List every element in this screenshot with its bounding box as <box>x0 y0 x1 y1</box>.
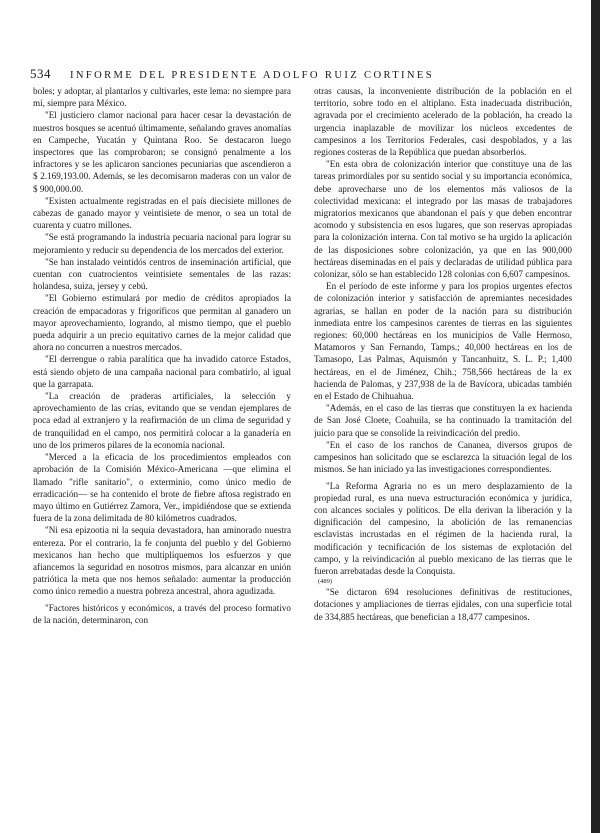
paragraph: "La creación de praderas artificiales, la selección y aprovechamiento de las crías, evitando que se vendan ejemplares de poca edad al extranjero y la reafirmación de un clima de seguridad y de tranquilidad en el campo, nos permitirá colocar a la ganadería en uno de los primeros pilares de la economía nacional. <box>33 391 291 450</box>
page-number: 534 <box>30 66 51 81</box>
paragraph: "Existen actualmente registradas en el país diecisiete millones de cabezas de ganado mayor y veintisiete de menor, o sea un total de cuarenta y cuatro millones. <box>33 195 291 231</box>
paragraph: "Factores históricos y económicos, a través del proceso formativo de la nación, determinaron, con <box>33 602 291 625</box>
right-column <box>314 85 572 820</box>
running-head: INFORME DEL PRESIDENTE ADOLFO RUIZ CORTINES <box>70 70 434 81</box>
paragraph: "La Reforma Agraria no es un mero desplazamiento de la propiedad rural, es una nueva estructuración económica y jurídica, con alcances sociales y políticos. De ella derivan la liberación y la dignificación del campesino, la abolición de las remanencias esclavistas incrustadas en el régimen de la hacienda rural, la modificación y tecnificación de los sistemas de explotación del campo, y la reivindicación al pueblo mexicano de las tierras que le fueron arrebatadas desde la Conquista. <box>314 480 572 576</box>
paragraph: En el período de este informe y para los propios urgentes efectos de colonización interior y satisfacción de apremiantes necesidades agrarias, se hallan en poder de la nación para su distribución inmediata entre los campesinos carentes de tierras en las siguientes regiones: 60,000 hectáreas en los municipios de Valle Hermoso, Matamoros y San Fernando, Tamps.; 40,000 hectáreas en los de Tamasopo, Las Palmas, Aquismón y Tancanhuitz, S. L. P.; 1,400 hectáreas, en el de Jiménez, Chih.; 758,566 hectáreas de la ex hacienda de Palomas, y 237,938 de la de Bavícora, ubicadas también en el Estado de Chihuahua. <box>314 281 572 402</box>
paragraph: "El justiciero clamor nacional para hacer cesar la devastación de nuestros bosques se acentuó últimamente, señalando graves anomalías en Campeche, Yucatán y Quintana Roo. Se destacaron luego inspectores que las comprobaron; se consignó penalmente a los infractores y se les aplicaron sanciones pecuniarias que ascendieron a $ 2.169,193.00. Además, se les decomisaron maderas con un valor de $ 900,000.00. <box>33 110 291 194</box>
paragraph: "Merced a la eficacia de los procedimientos empleados con aprobación de la Comisión México-Americana —que elimina el llamado "rifle sanitario", o exterminio, como único medio de erradicación— se ha contenido el brote de fiebre aftosa registrado en mayo último en Gutiérrez Zamora, Ver., impidiéndose que se extienda fuera de la zona delimitada de 80 kilómetros cuadrados. <box>33 452 291 524</box>
paragraph: "Ni esa epizootia ni la sequía devastadora, han aminorado nuestra entereza. Por el contrario, la fe conjunta del pueblo y del Gobierno mexicanos han hecho que multipliquemos los esfuerzos y que afiancemos la seguridad en nosotros mismos, para alcanzar en unión patriótica la meta que nos hemos señalado: aumentar la producción como único remedio a nuestra pobreza ancestral, ahora agudizada. <box>33 525 291 597</box>
paragraph: otras causas, la inconveniente distribución de la población en el territorio, sobre todo en el altiplano. Esta inadecuada distribución, agravada por el crecimiento acelerado de la población, ha creado la urgencia inaplazable de movilizar los núcleos excedentes de campesinos a los Territorios Federales, casi despoblados, y a las regiones costeras de la República que puedan absorberlos. <box>314 86 572 158</box>
paragraph: "Además, en el caso de las tierras que constituyen la ex hacienda de San José Cloete, Coahuila, se ha continuado la tramitación del juicio para que se consolide la reivindicación del predio. <box>314 403 572 438</box>
page-header <box>30 66 575 82</box>
footnote-ref: (489) <box>318 578 333 586</box>
paragraph: "El derrengue o rabia paralítica que ha invadido catorce Estados, está siendo objeto de una campaña nacional para combatirlo, al igual que la garrapata. <box>33 354 291 389</box>
paragraph: "Se han instalado veintidós centros de inseminación artificial, que cuentan con cuatrocientos veintisiete sementales de las razas: holandesa, suiza, jersey y cebú. <box>33 256 291 292</box>
paragraph: "En esta obra de colonización interior que constituye una de las tareas primordiales por su sentido social y su importancia económica, debe aprovecharse uno de los elementos más valiosos de la colectividad mexicana: el integrado por las masas de trabajadores migratorios mexicanos que abandonan el país y que deben encontrar acomodo y subsistencia en esos lugares, que son reservas apropiadas para la colonización interna. Con tal motivo se ha urgido la aplicación de las disposiciones sobre colonización, ya que en las 900,000 hectáreas diseminadas en el país y declaradas de utilidad pública para colonizar, sólo se han establecido 128 colonias con 6,607 campesinos. <box>314 159 572 280</box>
scan-edge <box>591 0 600 833</box>
paragraph: "Se dictaron 694 resoluciones definitivas de restituciones, dotaciones y ampliaciones de tierras ejidales, con una superficie total de 334,885 hectáreas, que benefician a 18,477 campesinos. <box>314 587 572 622</box>
paragraph: boles; y adoptar, al plantarlos y cultivarles, este lema: no siempre para mí, siempre para México. <box>33 86 291 109</box>
paragraph: "Se está programando la industria pecuaria nacional para lograr su mejoramiento y reducir su dependencia de los mercados del exterior. <box>33 232 291 255</box>
left-column <box>33 85 291 820</box>
paragraph: "El Gobierno estimulará por medio de créditos apropiados la creación de empacadoras y frigoríficos que permitan al ganadero un mayor aprovechamiento, logrando, al mismo tiempo, que el pueblo pueda adquirir a un precio equitativo carnes de la mejor calidad que ahora no concurren a nuestros mercados. <box>33 293 291 353</box>
paragraph: "En el caso de los ranchos de Cananea, diversos grupos de campesinos han solicitado que se esclarezca la situación legal de los mismos. Se han iniciado ya las investigaciones correspondientes. <box>314 439 572 475</box>
